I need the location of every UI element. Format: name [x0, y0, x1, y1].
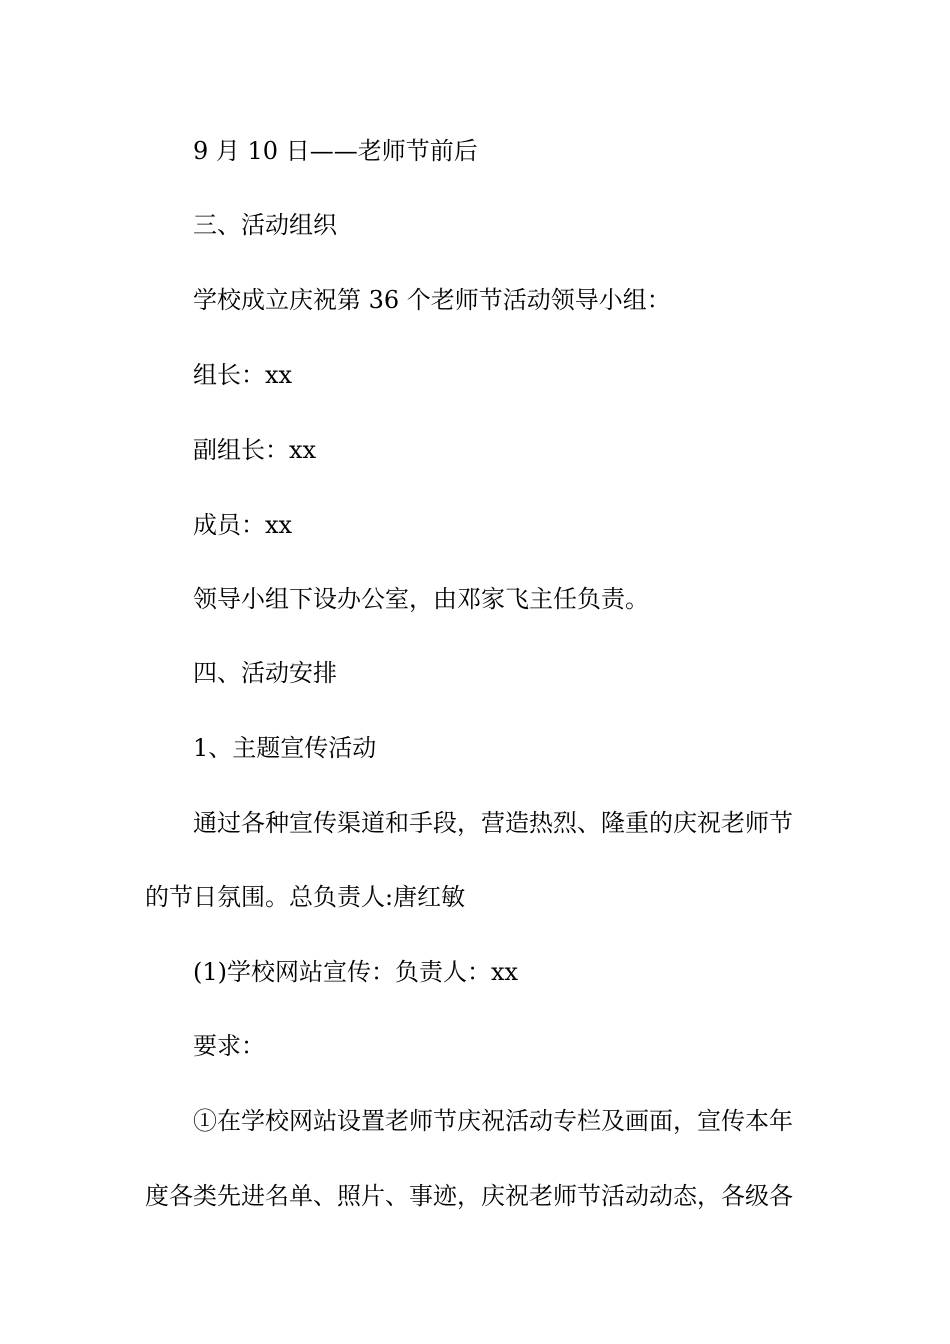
- paragraph-publicity-line-2: 的节日氛围。总负责人:唐红敏: [145, 883, 466, 911]
- item-website-publicity: (1)学校网站宣传：负责人：xx: [193, 958, 519, 986]
- members-line: 成员：xx: [193, 511, 293, 539]
- requirements-label: 要求：: [193, 1032, 265, 1060]
- date-line: 9 月 10 日——老师节前后: [193, 137, 478, 165]
- subheading-theme-publicity: 1、主题宣传活动: [193, 734, 377, 762]
- deputy-leader-line: 副组长：xx: [193, 436, 317, 464]
- section-heading-arrangement: 四、活动安排: [193, 659, 337, 687]
- group-leader-line: 组长：xx: [193, 361, 293, 389]
- paragraph-publicity-line-1: 通过各种宣传渠道和手段，营造热烈、隆重的庆祝老师节: [193, 809, 793, 837]
- paragraph-leadership-group: 学校成立庆祝第 36 个老师节活动领导小组：: [193, 286, 671, 314]
- requirement-1-line-2: 度各类先进名单、照片、事迹，庆祝老师节活动动态，各级各: [145, 1182, 793, 1210]
- section-heading-organization: 三、活动组织: [193, 211, 337, 239]
- requirement-1-line-1: ①在学校网站设置老师节庆祝活动专栏及画面，宣传本年: [193, 1107, 793, 1135]
- paragraph-office: 领导小组下设办公室，由邓家飞主任负责。: [193, 585, 649, 613]
